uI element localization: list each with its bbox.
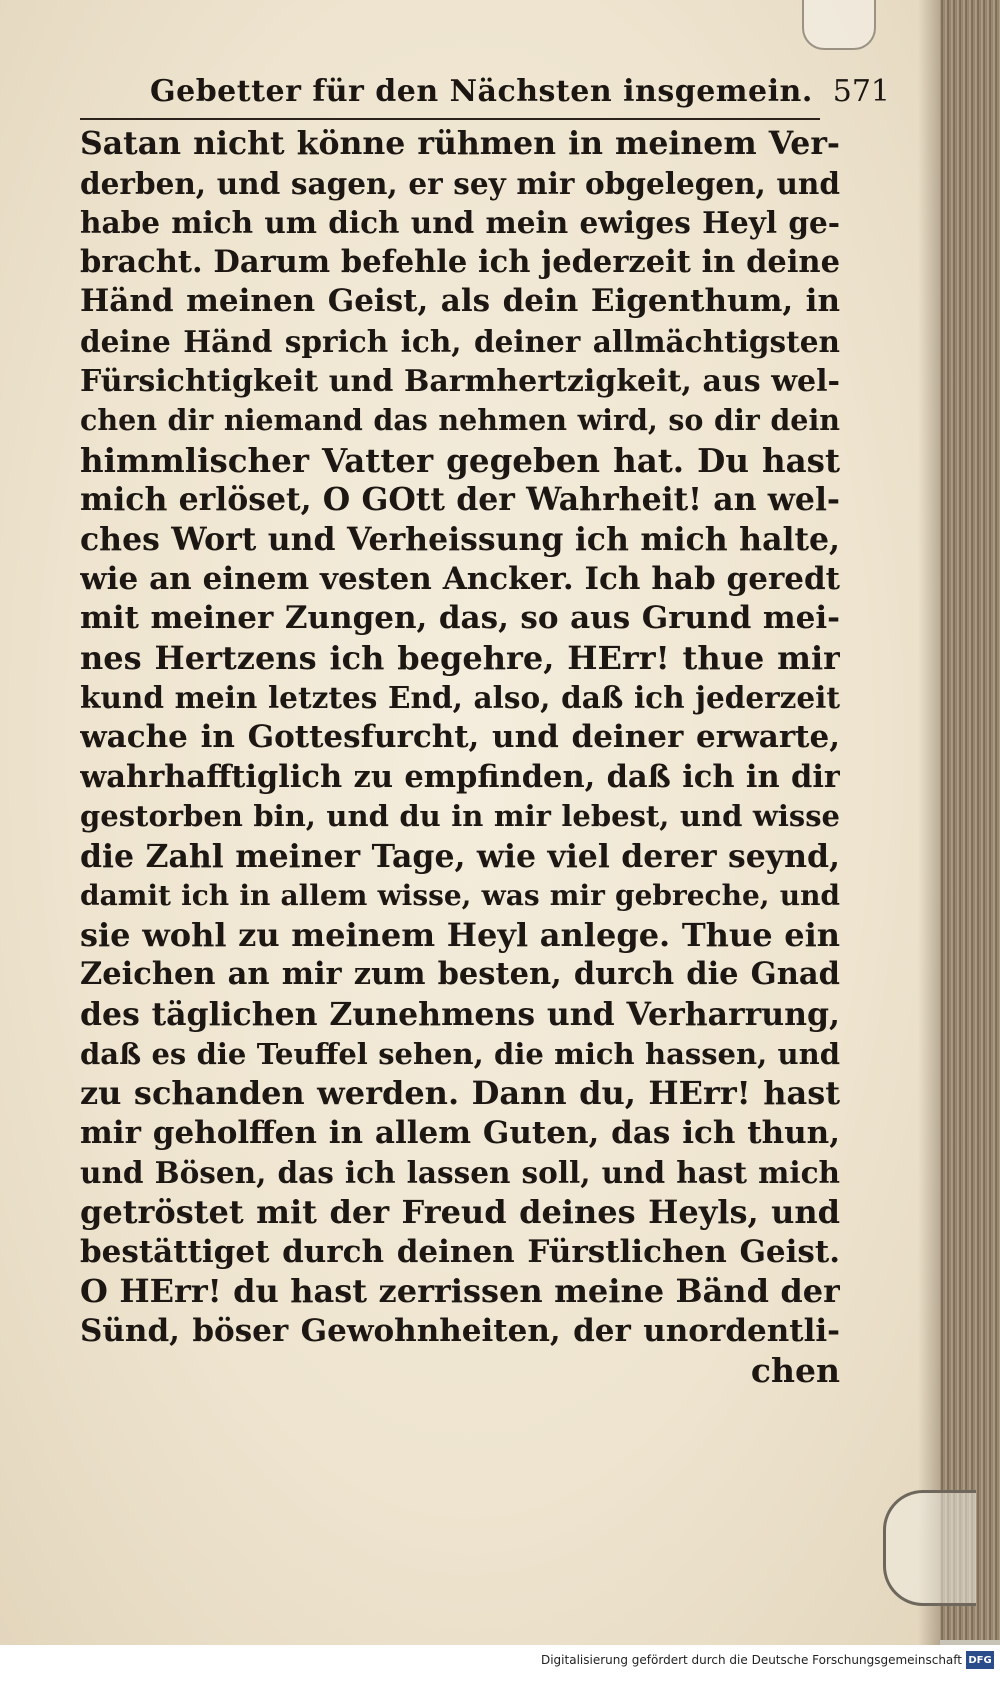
- body-text: [80, 124, 840, 1391]
- catchword: chen: [750, 1351, 840, 1391]
- text-line: und Bösen, das ich lassen soll, und hast mich: [80, 1155, 840, 1191]
- text-line: wache in Gottesfurcht, und deiner erwarte,: [80, 718, 840, 755]
- running-head-title: Gebetter für den Nächsten insgemein.: [150, 74, 813, 109]
- text-line: Satan nicht könne rühmen in meinem Ver-: [80, 125, 840, 162]
- head-rule: [80, 118, 820, 120]
- text-line: mit meiner Zungen, das, so aus Grund mei-: [80, 600, 840, 637]
- paper-clip-bottom: [883, 1490, 976, 1606]
- text-line: die Zahl meiner Tage, wie viel derer seynd,: [80, 837, 840, 875]
- text-line: deine Händ sprich ich, deiner allmächtigsten: [80, 323, 840, 359]
- text-line: gestorben bin, und du in mir lebest, und wisse: [80, 799, 840, 834]
- running-head: [150, 72, 890, 120]
- text-line: zu schanden werden. Dann du, HErr! hast: [80, 1074, 840, 1113]
- text-line: bestättiget durch deinen Fürstlichen Geist.: [80, 1233, 840, 1270]
- text-line: mich erlöset, O GOtt der Wahrheit! an wel-: [80, 481, 840, 519]
- text-line: daß es die Teuffel sehen, die mich hassen, und: [80, 1036, 840, 1071]
- text-line: nes Hertzens ich begehre, HErr! thue mir: [80, 638, 840, 677]
- text-line: sie wohl zu meinem Heyl anlege. Thue ein: [80, 915, 840, 954]
- text-line: O HErr! du hast zerrissen meine Bänd der: [80, 1272, 840, 1311]
- gutter-shadow: [918, 0, 940, 1645]
- text-line: chen dir niemand das nehmen wird, so dir dein: [80, 403, 840, 438]
- text-line: Zeichen an mir zum besten, durch die Gnad: [80, 956, 840, 993]
- text-line: habe mich um dich und mein ewiges Heyl ge-: [80, 205, 840, 241]
- text-line: Fürsichtigkeit und Barmhertzigkeit, aus wel-: [80, 363, 840, 399]
- text-line: kund mein letztes End, also, daß ich jederzeit: [80, 680, 840, 716]
- text-line: damit ich in allem wisse, was mir gebreche, und: [80, 879, 840, 913]
- text-line: ches Wort und Verheissung ich mich halte,: [80, 520, 840, 558]
- text-line: des täglichen Zunehmens und Verharrung,: [80, 996, 840, 1034]
- text-line: bracht. Darum befehle ich jederzeit in deine: [80, 243, 840, 280]
- text-line: Sünd, böser Gewohnheiten, der unordentli-: [80, 1312, 840, 1349]
- footer-bar: [0, 1645, 1000, 1681]
- text-line: himmlischer Vatter gegeben hat. Du hast: [80, 440, 840, 480]
- text-line: mir geholffen in allem Guten, das ich thun,: [80, 1114, 840, 1151]
- text-line: Händ meinen Geist, als dein Eigenthum, in: [80, 283, 840, 320]
- text-line: derben, und sagen, er sey mir obgelegen, und: [80, 165, 840, 201]
- page-number: 571: [832, 74, 890, 109]
- dfg-logo-icon: DFG: [966, 1651, 994, 1669]
- text-line: wahrhafftiglich zu empfinden, daß ich in dir: [80, 758, 840, 795]
- funding-notice: Digitalisierung gefördert durch die Deutsche Forschungsgemeinschaft: [540, 1653, 962, 1667]
- text-line: getröstet mit der Freud deines Heyls, und: [80, 1193, 840, 1232]
- paper-clip-top: [802, 0, 876, 50]
- book-page-edges: [932, 0, 1000, 1640]
- text-line: wie an einem vesten Ancker. Ich hab geredt: [80, 560, 840, 597]
